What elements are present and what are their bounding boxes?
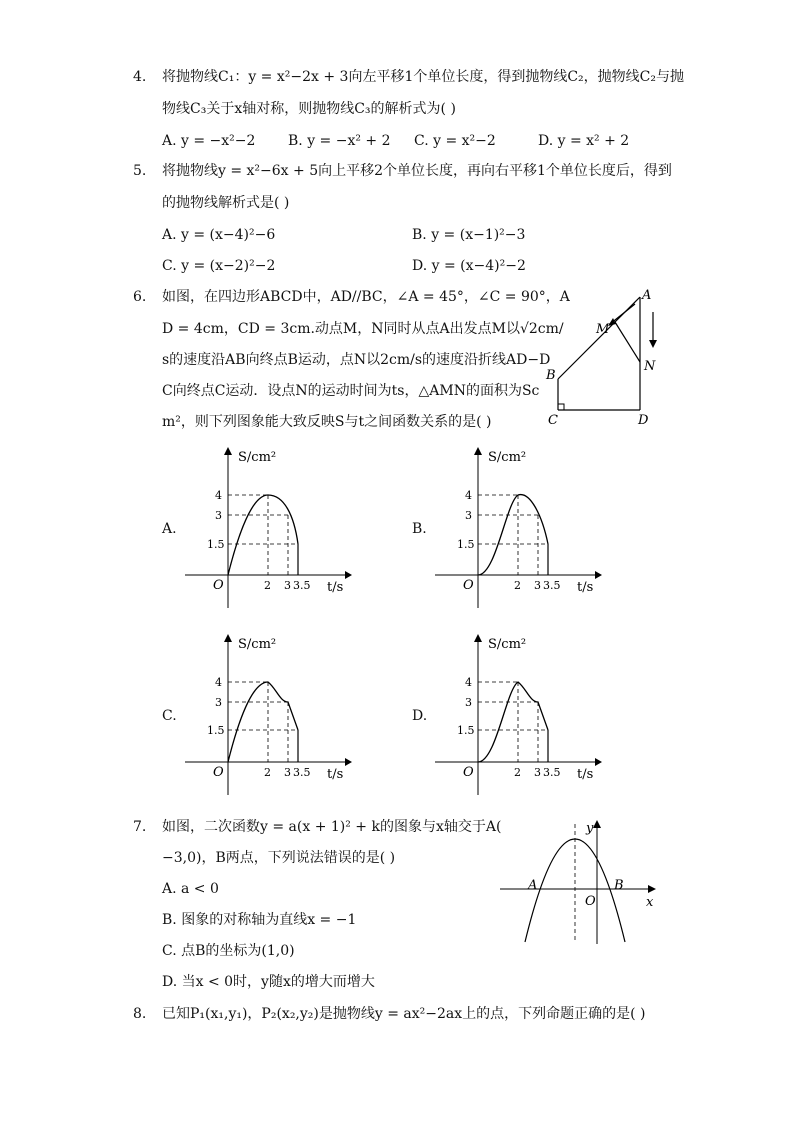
q8-number: 8. [133, 1006, 147, 1022]
xtick-3-5: 3.5 [293, 766, 311, 779]
xtick-3: 3 [284, 579, 291, 592]
q4-stem-line1: 将抛物线C₁：y = x²−2x + 3向左平移1个单位长度，得到抛物线C₂，抛物线C₂与抛 [162, 69, 684, 85]
y-axis-label: S/cm² [238, 450, 277, 465]
ytick-4: 4 [465, 676, 472, 689]
x-axis-label: t/s [327, 767, 344, 782]
q6-graph-b [430, 443, 605, 613]
label-b: B [614, 878, 624, 893]
q6-graph-option-c: C. [162, 708, 177, 724]
origin-label: O [463, 765, 474, 780]
curve [478, 682, 548, 762]
q6-stem-line5: m²，则下列图象能大致反映S与t之间函数关系的是( ) [162, 414, 492, 430]
origin-label: O [213, 578, 224, 593]
q5-stem-line1: 将抛物线y = x²−6x + 5向上平移2个单位长度，再向右平移1个单位长度后，得到 [162, 163, 672, 179]
q5-stem-line2: 的抛物线解析式是( ) [162, 195, 290, 211]
xtick-3: 3 [284, 766, 291, 779]
x-axis-label: t/s [577, 767, 594, 782]
q6-stem-line2: D = 4cm，CD = 3cm.动点M，N同时从点A出发点M以√2cm/ [162, 321, 564, 337]
xtick-2: 2 [264, 579, 271, 592]
q5-option-c: C. y = (x−2)²−2 [162, 258, 276, 274]
q6-graph-d [430, 628, 605, 798]
q7-option-a: A. a < 0 [162, 881, 219, 897]
q6-stem-line4: C向终点C运动．设点N的运动时间为ts，△AMN的面积为Sc [162, 383, 540, 399]
xtick-3: 3 [534, 579, 541, 592]
q6-graph-c [180, 628, 355, 798]
q5-option-d: D. y = (x−4)²−2 [412, 258, 526, 274]
q4-option-d: D. y = x² + 2 [538, 133, 630, 149]
label-c: C [548, 413, 558, 427]
xtick-3: 3 [534, 766, 541, 779]
ytick-1-5: 1.5 [207, 724, 225, 737]
y-axis-label: S/cm² [238, 637, 277, 652]
guide-lines [478, 495, 548, 575]
ytick-3: 3 [465, 509, 472, 522]
q4-number: 4. [133, 69, 147, 85]
label-d: D [638, 413, 649, 427]
label-y: y [586, 821, 594, 836]
q8-stem-line1: 已知P₁(x₁,y₁)，P₂(x₂,y₂)是抛物线y = ax²−2ax上的点，下列命题正确的是( ) [162, 1006, 646, 1022]
q6-number: 6. [133, 289, 147, 305]
label-x: x [646, 895, 654, 910]
ytick-1-5: 1.5 [207, 538, 225, 551]
xtick-2: 2 [514, 579, 521, 592]
q7-option-c: C. 点B的坐标为(1,0) [162, 943, 295, 959]
right-angle-mark [558, 404, 564, 410]
q4-stem-line2: 物线C₃关于x轴对称，则抛物线C₃的解析式为( ) [162, 101, 456, 117]
q6-quadrilateral-figure [540, 282, 670, 427]
q7-stem-line1: 如图，二次函数y = a(x + 1)² + k的图象与x轴交于A( [162, 819, 502, 835]
segment-mn [615, 322, 640, 362]
ytick-4: 4 [215, 676, 222, 689]
label-b: B [546, 368, 556, 383]
q5-option-b: B. y = (x−1)²−3 [412, 227, 526, 243]
q7-stem-line2: −3,0)，B两点，下列说法错误的是( ) [162, 850, 396, 866]
q5-option-a: A. y = (x−4)²−6 [162, 227, 276, 243]
x-axis-label: t/s [327, 580, 344, 595]
q4-option-c: C. y = x²−2 [414, 133, 496, 149]
label-a: A [642, 288, 652, 303]
xtick-3-5: 3.5 [293, 579, 311, 592]
q4-option-a: A. y = −x²−2 [162, 133, 256, 149]
curve [478, 495, 548, 575]
q6-graph-option-a: A. [162, 521, 177, 537]
q7-number: 7. [133, 819, 147, 835]
q6-graph-a [180, 443, 355, 613]
q6-stem-line1: 如图，在四边形ABCD中，AD//BC，∠A = 45°，∠C = 90°，A [162, 289, 570, 305]
ytick-1-5: 1.5 [457, 538, 475, 551]
curve [228, 682, 298, 762]
y-axis-label: S/cm² [488, 637, 527, 652]
label-o: O [585, 894, 596, 909]
ytick-4: 4 [215, 489, 222, 502]
q6-graph-option-b: B. [412, 521, 427, 537]
xtick-3-5: 3.5 [543, 579, 561, 592]
ytick-3: 3 [215, 696, 222, 709]
ytick-3: 3 [465, 696, 472, 709]
q5-number: 5. [133, 163, 147, 179]
q7-parabola-figure [498, 816, 663, 948]
xtick-2: 2 [514, 766, 521, 779]
guide-lines [478, 682, 548, 762]
guide-lines [228, 682, 298, 762]
q6-graph-option-d: D. [412, 708, 428, 724]
ytick-4: 4 [465, 489, 472, 502]
q7-option-d: D. 当x < 0时，y随x的增大而增大 [162, 974, 375, 990]
x-axis-label: t/s [577, 580, 594, 595]
y-axis-label: S/cm² [488, 450, 527, 465]
guide-lines [228, 495, 298, 575]
arrow-n-head [649, 340, 657, 348]
label-a: A [528, 878, 538, 893]
q6-stem-line3: s的速度沿AB向终点B运动，点N以2cm/s的速度沿折线AD−D [162, 352, 551, 368]
origin-label: O [463, 578, 474, 593]
xtick-2: 2 [264, 766, 271, 779]
q4-option-b: B. y = −x² + 2 [288, 133, 391, 149]
xtick-3-5: 3.5 [543, 766, 561, 779]
origin-label: O [213, 765, 224, 780]
label-n: N [644, 359, 656, 374]
curve [228, 495, 298, 575]
q7-option-b: B. 图象的对称轴为直线x = −1 [162, 912, 357, 928]
ytick-1-5: 1.5 [457, 724, 475, 737]
label-m: M [596, 322, 610, 337]
ytick-3: 3 [215, 509, 222, 522]
